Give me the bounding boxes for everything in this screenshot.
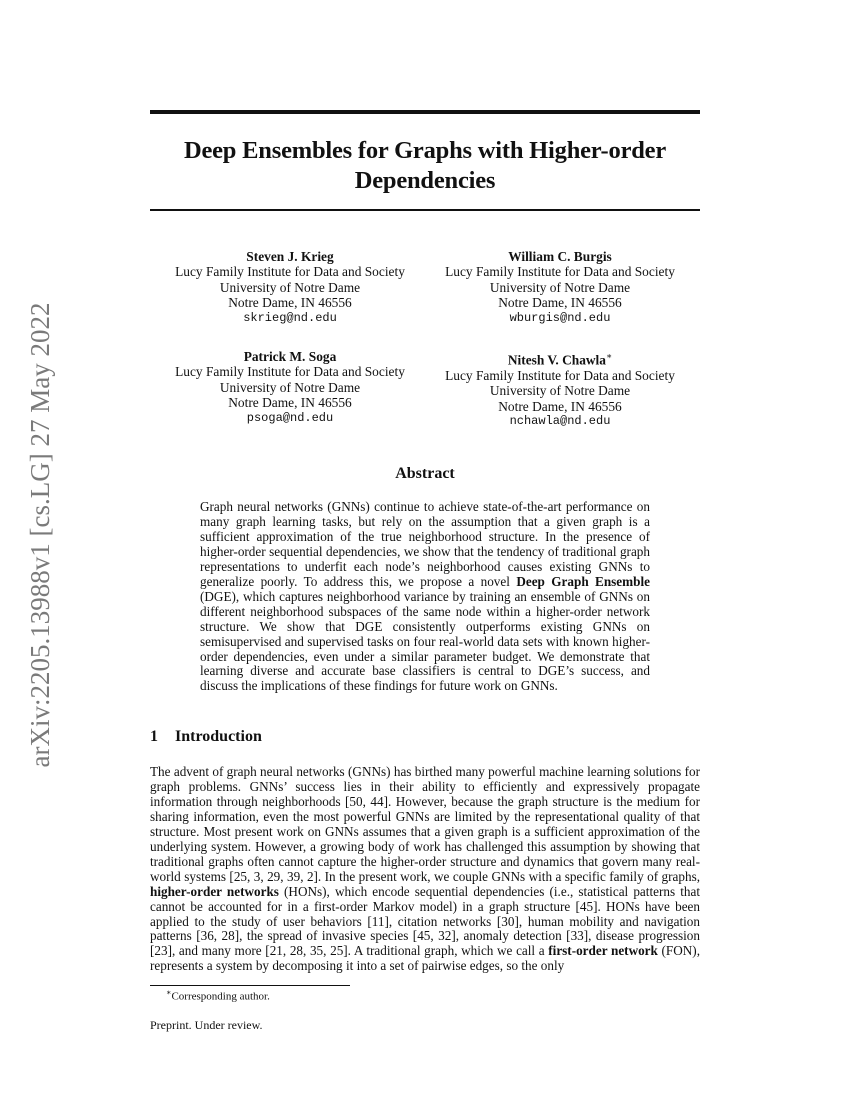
author-block-soga bbox=[145, 349, 435, 426]
author-university: University of Notre Dame bbox=[489, 383, 631, 399]
abstract-body bbox=[200, 500, 650, 694]
section-title: Introduction bbox=[175, 728, 262, 745]
abstract-heading: Abstract bbox=[395, 465, 455, 482]
author-affiliation: Lucy Family Institute for Data and Society bbox=[445, 264, 675, 280]
title-line-2: Dependencies bbox=[354, 167, 496, 194]
section-number: 1 bbox=[150, 728, 158, 745]
intro-paragraph bbox=[150, 765, 700, 974]
author-block-krieg bbox=[145, 249, 435, 326]
abstract-text: Graph neural networks (GNNs) continue to achieve state-of-the-art performance on many graph learning tasks, but rely on the assumption that a given graph is a sufficient approximation of the true neighborhood structure. In the presence of higher-order sequential dependencies, we show that the tendency of traditional graph representations to underfit each node’s neighborhood causes existing GNNs to generalize poorly. To address this, we propose a novel bbox=[200, 499, 650, 589]
author-university: University of Notre Dame bbox=[489, 279, 631, 295]
author-address: Notre Dame, IN 46556 bbox=[498, 398, 622, 414]
author-university: University of Notre Dame bbox=[219, 279, 361, 295]
preprint-notice: Preprint. Under review. bbox=[150, 1018, 263, 1032]
author-name: Steven J. Krieg bbox=[246, 249, 334, 264]
author-name: Patrick M. Soga bbox=[243, 349, 337, 364]
corresponding-mark: ∗ bbox=[605, 351, 613, 361]
intro-text: (HONs), which encode sequential dependencies (i.e., statistical patterns that cannot be accounted for in a first-order Markov model) in a graph structure [45]. HONs have been applied to the study of user behaviors [11], citation networks [30], human mobility and navigation patterns [36, 28], the spread of invasive species [45, 32], anomaly detection [33], disease progression [23], and many more [21, 28, 35, 25]. A traditional graph, which we call a bbox=[150, 883, 700, 959]
abstract-text: (DGE), which captures neighborhood variance by training an ensemble of GNNs on different neighborhood subspaces of the same node within a higher-order network structure. We show that DGE consistently outperforms existing GNNs on semisupervised and supervised tasks on four real-world data sets with known higher-order dependencies, even under a similar parameter budget. We demonstrate that learning diverse and accurate base classifiers is central to DGE’s success, and discuss the implications of these findings for future work on GNNs. bbox=[200, 588, 650, 694]
title-line-1: Deep Ensembles for Graphs with Higher-order bbox=[183, 137, 667, 164]
author-address: Notre Dame, IN 46556 bbox=[228, 295, 352, 311]
author-name-row bbox=[415, 349, 705, 368]
author-university: University of Notre Dame bbox=[219, 379, 361, 395]
author-block-burgis bbox=[415, 249, 705, 326]
author-email[interactable]: skrieg@nd.edu bbox=[243, 310, 337, 325]
intro-bold-term: first-order network bbox=[548, 943, 658, 959]
footnote-mark: ∗ bbox=[166, 988, 172, 997]
author-email[interactable]: wburgis@nd.edu bbox=[509, 310, 611, 325]
title-bottom-rule bbox=[150, 209, 700, 211]
author-name: William C. Burgis bbox=[508, 249, 612, 264]
author-address: Notre Dame, IN 46556 bbox=[498, 295, 622, 311]
author-affiliation: Lucy Family Institute for Data and Society bbox=[175, 264, 405, 280]
footnote bbox=[166, 988, 270, 1003]
title-top-rule bbox=[150, 110, 700, 114]
author-name: Nitesh V. Chawla bbox=[507, 352, 606, 368]
intro-text: The advent of graph neural networks (GNNs) has birthed many powerful machine learning solutions for graph problems. GNNs’ success lies in their ability to efficiently and expressively propagate information through neighborhoods [50, 44]. However, because the graph structure is the medium for sharing information, even the most powerful GNNs are limited by the representational quality of that structure. Most present work on GNNs assumes that a given graph is a sufficient approximation of the underlying system. However, a growing body of work has challenged this assumption by showing that traditional graphs often cannot capture the higher-order structure and dynamics that govern many real-world systems [25, 3, 29, 39, 2]. In the present work, we couple GNNs with a specific family of graphs, bbox=[150, 764, 700, 884]
footnote-rule bbox=[150, 985, 350, 986]
footnote-text: Corresponding author. bbox=[171, 990, 270, 1003]
author-email[interactable]: nchawla@nd.edu bbox=[509, 414, 611, 429]
abstract-bold-term: Deep Graph Ensemble bbox=[516, 573, 651, 589]
section-heading bbox=[150, 728, 262, 746]
intro-bold-term: higher-order networks bbox=[150, 883, 279, 899]
author-affiliation: Lucy Family Institute for Data and Society bbox=[445, 367, 675, 383]
intro-text: (FON), represents a system by decomposing it into a set of pairwise edges, so the only bbox=[150, 943, 700, 974]
arxiv-stamp: arXiv:2205.13988v1 [cs.LG] 27 May 2022 bbox=[25, 302, 55, 768]
arxiv-stamp-wrap bbox=[20, 290, 60, 780]
author-email[interactable]: psoga@nd.edu bbox=[246, 410, 334, 425]
paper-title bbox=[150, 136, 700, 196]
author-address: Notre Dame, IN 46556 bbox=[228, 395, 352, 411]
author-affiliation: Lucy Family Institute for Data and Society bbox=[175, 364, 405, 380]
author-block-chawla bbox=[415, 349, 705, 430]
